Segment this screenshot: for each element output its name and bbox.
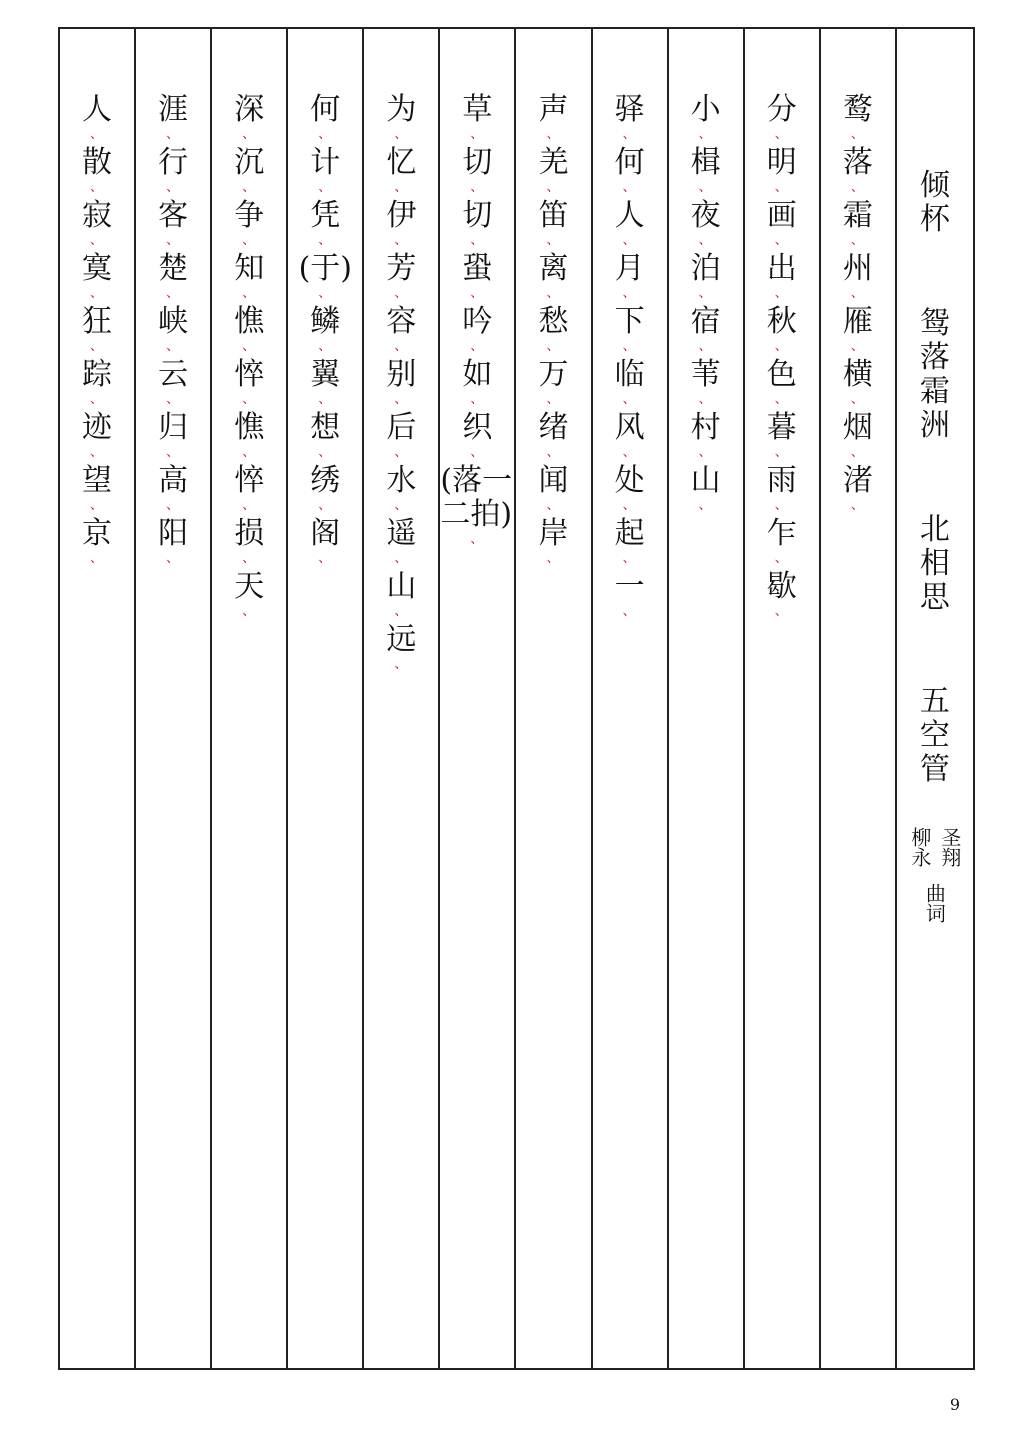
lyric-char: 切 (462, 145, 493, 180)
lyric-char: 画 (766, 198, 797, 233)
credit-roles: 曲词 (922, 883, 947, 923)
subtitle-char: 相 (919, 546, 950, 581)
gongche-notation-icon: 、 (394, 445, 409, 460)
gongche-notation-icon: 、 (850, 286, 865, 301)
lyric-column-4 (593, 29, 669, 1368)
gongche-notation-icon: 、 (774, 498, 789, 513)
lyric-char: 远 (386, 622, 417, 657)
gongche-notation-icon: 、 (90, 392, 105, 407)
mode-char: 管 (919, 752, 950, 787)
lyric-char: 峡 (158, 304, 189, 339)
lyric-char: 为 (386, 92, 417, 127)
lyric-char: 何 (310, 92, 341, 127)
lyric-char: 暮 (766, 410, 797, 445)
lyric-char: 临 (614, 357, 645, 392)
lyric-char: 天 (234, 569, 265, 604)
gongche-notation-icon: 、 (774, 180, 789, 195)
lyric-char: 笛 (538, 198, 569, 233)
lyric-char: 处 (614, 463, 645, 498)
gongche-notation-icon: 、 (318, 180, 333, 195)
gongche-notation-icon: 、 (318, 445, 333, 460)
lyric-char: 起 (614, 516, 645, 551)
gongche-notation-icon: 、 (622, 445, 637, 460)
lyric-char: 沉 (234, 145, 265, 180)
lyric-char: 出 (766, 251, 797, 286)
page-number: 9 (949, 1395, 960, 1414)
gongche-notation-icon: 、 (774, 604, 789, 619)
lyric-char: 山 (386, 569, 417, 604)
gongche-notation-icon: 、 (470, 127, 485, 142)
gongche-notation-icon: 、 (546, 498, 561, 513)
gongche-notation-icon: 、 (774, 233, 789, 248)
lyric-char: (于) (298, 251, 352, 286)
lyric-column-9 (212, 29, 288, 1368)
gongche-notation-icon: 、 (166, 127, 181, 142)
gongche-notation-icon: 、 (394, 339, 409, 354)
lyric-column-7 (364, 29, 440, 1368)
gongche-notation-icon: 、 (698, 233, 713, 248)
gongche-notation-icon: 、 (622, 498, 637, 513)
gongche-notation-icon: 、 (394, 286, 409, 301)
gongche-notation-icon: 、 (698, 286, 713, 301)
gongche-notation-icon: 、 (242, 498, 257, 513)
lyric-column-5 (516, 29, 592, 1368)
gongche-notation-icon: 、 (546, 339, 561, 354)
gongche-notation-icon: 、 (242, 127, 257, 142)
gongche-notation-icon: 、 (166, 339, 181, 354)
lyric-char: 归 (158, 410, 189, 445)
lyric-char: 泊 (690, 251, 721, 286)
gongche-notation-icon: 、 (90, 180, 105, 195)
lyric-char: 万 (538, 357, 569, 392)
gongche-notation-icon: 、 (622, 392, 637, 407)
gongche-notation-icon: 、 (850, 233, 865, 248)
lyric-char: 水 (386, 463, 417, 498)
gongche-notation-icon: 、 (166, 551, 181, 566)
lyric-char: 山 (690, 463, 721, 498)
lyric-char: 离 (538, 251, 569, 286)
lyric-char: 悴 (234, 357, 265, 392)
gongche-notation-icon: 、 (242, 604, 257, 619)
gongche-notation-icon: 、 (850, 445, 865, 460)
gongche-notation-icon: 、 (90, 127, 105, 142)
lyric-column-8 (288, 29, 364, 1368)
gongche-notation-icon: 、 (90, 286, 105, 301)
lyric-char: 楚 (158, 251, 189, 286)
gongche-notation-icon: 、 (774, 286, 789, 301)
gongche-notation-icon: 、 (242, 233, 257, 248)
gongche-notation-icon: 、 (166, 286, 181, 301)
gongche-notation-icon: 、 (470, 532, 485, 547)
lyric-char: 州 (842, 251, 873, 286)
gongche-notation-icon: 、 (394, 604, 409, 619)
lyric-char: 愁 (538, 304, 569, 339)
gongche-notation-icon: 、 (318, 551, 333, 566)
lyric-char: 翼 (310, 357, 341, 392)
lyric-char: 下 (614, 304, 645, 339)
gongche-notation-icon: 、 (90, 498, 105, 513)
lyric-char: 憔 (234, 410, 265, 445)
gongche-notation-icon: 、 (166, 233, 181, 248)
lyric-char: 人 (82, 92, 113, 127)
lyric-char: 散 (82, 145, 113, 180)
lyric-char: 忆 (386, 145, 417, 180)
lyric-column-6 (440, 29, 516, 1368)
lyric-char: 阁 (310, 516, 341, 551)
title-column (897, 29, 973, 1368)
lyric-char: 人 (614, 198, 645, 233)
lyric-char: 计 (310, 145, 341, 180)
lyric-char: 迹 (82, 410, 113, 445)
subtitle-char: 落 (919, 340, 950, 375)
lyric-char: 渚 (842, 463, 873, 498)
gongche-notation-icon: 、 (546, 233, 561, 248)
subtitle-char: 洲 (919, 408, 950, 443)
lyric-char: 切 (462, 198, 493, 233)
lyric-char: 别 (386, 357, 417, 392)
gongche-notation-icon: 、 (394, 180, 409, 195)
gongche-notation-icon: 、 (622, 127, 637, 142)
lyric-char: 客 (158, 198, 189, 233)
gongche-notation-icon: 、 (698, 445, 713, 460)
gongche-notation-icon: 、 (90, 551, 105, 566)
gongche-notation-icon: 、 (394, 657, 409, 672)
lyric-char: 夜 (690, 198, 721, 233)
lyric-char: 岸 (538, 516, 569, 551)
lyric-char: 损 (234, 516, 265, 551)
lyric-char: 绣 (310, 463, 341, 498)
lyric-char: (落一二拍) (440, 463, 513, 532)
gongche-notation-icon: 、 (90, 339, 105, 354)
gongche-notation-icon: 、 (90, 445, 105, 460)
lyric-char: 深 (234, 92, 265, 127)
gongche-notation-icon: 、 (242, 339, 257, 354)
lyric-char: 烟 (842, 410, 873, 445)
gongche-notation-icon: 、 (394, 127, 409, 142)
lyric-char: 雨 (766, 463, 797, 498)
credit-authors (908, 827, 962, 867)
gongche-notation-icon: 、 (470, 233, 485, 248)
author-lyricist: 柳永 (907, 827, 932, 867)
lyric-char: 宿 (690, 304, 721, 339)
gongche-notation-icon: 、 (242, 286, 257, 301)
lyric-char: 望 (82, 463, 113, 498)
gongche-notation-icon: 、 (90, 233, 105, 248)
gongche-notation-icon: 、 (546, 180, 561, 195)
gongche-notation-icon: 、 (470, 286, 485, 301)
gongche-notation-icon: 、 (774, 392, 789, 407)
lyric-char: 想 (310, 410, 341, 445)
gongche-notation-icon: 、 (318, 233, 333, 248)
lyric-char: 鹜 (842, 92, 873, 127)
subtitle-char: 思 (919, 580, 950, 615)
gongche-notation-icon: 、 (546, 551, 561, 566)
lyric-char: 村 (690, 410, 721, 445)
mode-char: 空 (919, 718, 950, 753)
gongche-notation-icon: 、 (850, 339, 865, 354)
gongche-notation-icon: 、 (622, 233, 637, 248)
gongche-notation-icon: 、 (318, 339, 333, 354)
gongche-notation-icon: 、 (242, 445, 257, 460)
gongche-notation-icon: 、 (622, 339, 637, 354)
gongche-notation-icon: 、 (698, 127, 713, 142)
lyric-char: 明 (766, 145, 797, 180)
gongche-notation-icon: 、 (242, 180, 257, 195)
lyric-char: 色 (766, 357, 797, 392)
lyric-char: 闻 (538, 463, 569, 498)
lyric-char: 遥 (386, 516, 417, 551)
lyric-char: 吟 (462, 304, 493, 339)
lyric-column-3 (669, 29, 745, 1368)
gongche-notation-icon: 、 (242, 392, 257, 407)
lyric-char: 伊 (386, 198, 417, 233)
subtitle-char: 霜 (919, 374, 950, 409)
gongche-notation-icon: 、 (318, 392, 333, 407)
lyric-char: 绪 (538, 410, 569, 445)
gongche-notation-icon: 、 (546, 392, 561, 407)
gongche-notation-icon: 、 (622, 551, 637, 566)
lyric-char: 芳 (386, 251, 417, 286)
gongche-notation-icon: 、 (470, 392, 485, 407)
gongche-notation-icon: 、 (318, 286, 333, 301)
lyric-char: 寂 (82, 198, 113, 233)
title-char: 杯 (919, 202, 950, 237)
gongche-notation-icon: 、 (394, 551, 409, 566)
lyric-char: 羌 (538, 145, 569, 180)
lyric-char: 知 (234, 251, 265, 286)
subtitle-char: 北 (919, 512, 950, 547)
lyric-char: 蛩 (462, 251, 493, 286)
gongche-notation-icon: 、 (850, 180, 865, 195)
gongche-notation-icon: 、 (166, 392, 181, 407)
lyric-char: 云 (158, 357, 189, 392)
lyric-column-2 (745, 29, 821, 1368)
gongche-notation-icon: 、 (774, 339, 789, 354)
gongche-notation-icon: 、 (394, 233, 409, 248)
gongche-notation-icon: 、 (318, 127, 333, 142)
lyric-char: 小 (690, 92, 721, 127)
gongche-notation-icon: 、 (318, 498, 333, 513)
lyric-char: 狂 (82, 304, 113, 339)
gongche-notation-icon: 、 (166, 180, 181, 195)
lyric-char: 如 (462, 357, 493, 392)
lyric-char: 争 (234, 198, 265, 233)
score-grid (58, 27, 975, 1370)
lyric-char: 悴 (234, 463, 265, 498)
lyric-char: 苇 (690, 357, 721, 392)
lyric-char: 一 (614, 569, 645, 604)
lyric-char: 寞 (82, 251, 113, 286)
lyric-char: 声 (538, 92, 569, 127)
lyric-char: 月 (614, 251, 645, 286)
lyric-char: 驿 (614, 92, 645, 127)
gongche-notation-icon: 、 (774, 551, 789, 566)
gongche-notation-icon: 、 (698, 392, 713, 407)
lyric-column-11 (60, 29, 136, 1368)
lyric-char: 高 (158, 463, 189, 498)
lyric-char: 织 (462, 410, 493, 445)
gongche-notation-icon: 、 (546, 286, 561, 301)
gongche-notation-icon: 、 (774, 445, 789, 460)
title-char: 倾 (919, 168, 950, 203)
gongche-notation-icon: 、 (850, 127, 865, 142)
lyric-char: 涯 (158, 92, 189, 127)
lyric-char: 后 (386, 410, 417, 445)
gongche-notation-icon: 、 (470, 180, 485, 195)
gongche-notation-icon: 、 (470, 339, 485, 354)
gongche-notation-icon: 、 (394, 392, 409, 407)
gongche-notation-icon: 、 (850, 498, 865, 513)
lyric-char: 歇 (766, 569, 797, 604)
lyric-char: 落 (842, 145, 873, 180)
gongche-notation-icon: 、 (166, 445, 181, 460)
gongche-notation-icon: 、 (546, 127, 561, 142)
lyric-char: 阳 (158, 516, 189, 551)
lyric-char: 草 (462, 92, 493, 127)
gongche-notation-icon: 、 (774, 127, 789, 142)
gongche-notation-icon: 、 (698, 339, 713, 354)
gongche-notation-icon: 、 (166, 498, 181, 513)
author-composer: 圣翔 (937, 827, 962, 867)
lyric-char: 横 (842, 357, 873, 392)
lyric-char: 乍 (766, 516, 797, 551)
gongche-notation-icon: 、 (470, 445, 485, 460)
gongche-notation-icon: 、 (394, 498, 409, 513)
gongche-notation-icon: 、 (698, 498, 713, 513)
lyric-char: 雁 (842, 304, 873, 339)
lyric-column-10 (136, 29, 212, 1368)
lyric-char: 憔 (234, 304, 265, 339)
gongche-notation-icon: 、 (622, 180, 637, 195)
lyric-char: 凭 (310, 198, 341, 233)
lyric-char: 分 (766, 92, 797, 127)
gongche-notation-icon: 、 (546, 445, 561, 460)
lyric-char: 霜 (842, 198, 873, 233)
gongche-notation-icon: 、 (850, 392, 865, 407)
lyric-char: 何 (614, 145, 645, 180)
lyric-char: 秋 (766, 304, 797, 339)
lyric-column-1 (821, 29, 897, 1368)
lyric-char: 行 (158, 145, 189, 180)
gongche-notation-icon: 、 (622, 286, 637, 301)
lyric-char: 楫 (690, 145, 721, 180)
gongche-notation-icon: 、 (698, 180, 713, 195)
lyric-char: 鳞 (310, 304, 341, 339)
lyric-char: 京 (82, 516, 113, 551)
gongche-notation-icon: 、 (242, 551, 257, 566)
subtitle-char: 鸳 (919, 306, 950, 341)
gongche-notation-icon: 、 (622, 604, 637, 619)
lyric-char: 容 (386, 304, 417, 339)
lyric-char: 风 (614, 410, 645, 445)
mode-char: 五 (919, 684, 950, 719)
lyric-char: 踪 (82, 357, 113, 392)
